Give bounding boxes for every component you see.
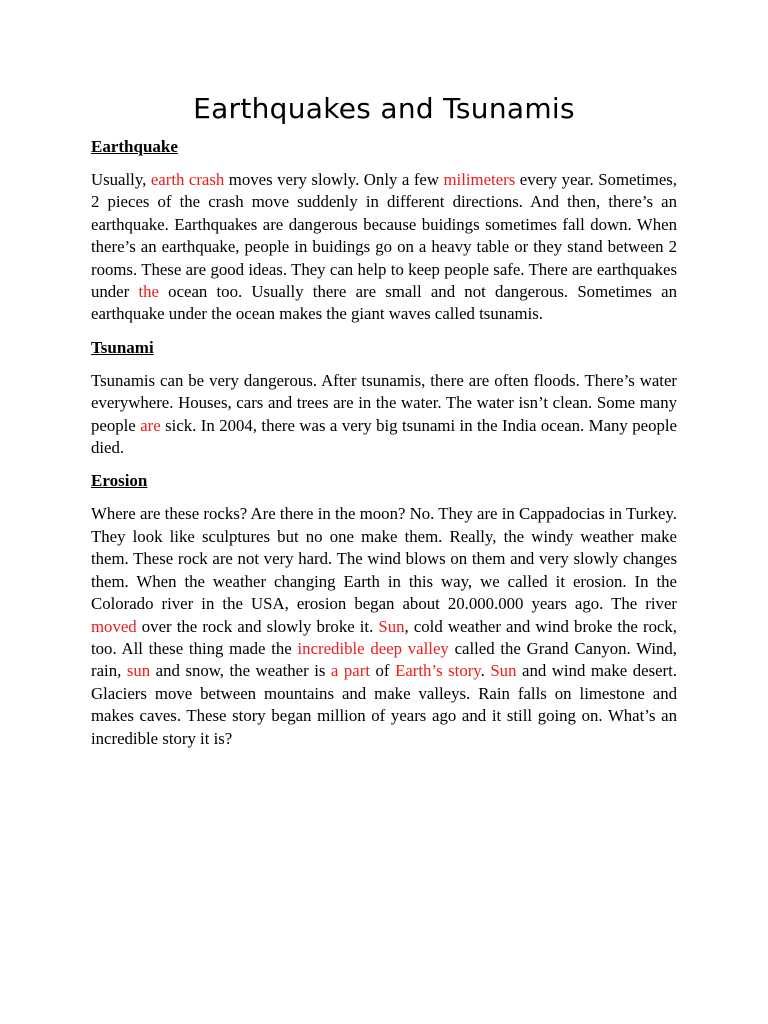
paragraph-text: called the Grand Canyon. Wind, rain, xyxy=(91,638,677,681)
paragraph-text: Where are these rocks? Are there in the moon? No. They are in Cappadocias in Turkey. They look like sculptures but no one make them. Really, the windy weather make them. These rock are not very hard. The wind blows on them and very slowly changes them. When the weather changing Earth in this way, we called it erosion. In the Colorado river in the USA, erosion began about 20.000.000 years ago. The river xyxy=(91,504,677,614)
paragraph-text: Tsunamis can be very dangerous. After tsunamis, there are often floods. There’s water everywhere. Houses, cars and trees are in the water. The water isn’t clean. Some many people xyxy=(91,370,677,435)
paragraph-text: and snow, the weather is xyxy=(150,661,331,681)
paragraph-text: and wind make desert. Glaciers move between mountains and make valleys. Rain falls on limestone and makes caves. These story began million of years ago and it still going on. What’s an incredible story it is? xyxy=(91,661,678,748)
document-body xyxy=(91,136,677,750)
paragraph-text: sick. In 2004, there was a very big tsunami in the India ocean. Many people died. xyxy=(91,415,677,458)
section-paragraph xyxy=(91,503,677,749)
paragraph-text: of xyxy=(370,661,396,681)
highlighted-text: earth crash xyxy=(150,170,225,189)
paragraph-text: over the rock and slowly broke it. xyxy=(136,616,379,636)
highlighted-text: moved xyxy=(91,616,137,636)
document-title: Earthquakes and Tsunamis xyxy=(193,92,575,125)
highlighted-text: Sun xyxy=(490,661,517,681)
highlighted-text: are xyxy=(140,415,161,435)
highlighted-text: a part xyxy=(330,661,370,681)
paragraph-text: . xyxy=(480,661,491,681)
highlighted-text: milimeters xyxy=(443,170,516,189)
section-heading: Erosion xyxy=(91,471,148,491)
paragraph-text: moves very slowly. Only a few xyxy=(224,170,444,189)
section-paragraph xyxy=(91,370,677,460)
paragraph-text: , cold weather and wind broke the rock, too. All these thing made the xyxy=(91,616,677,658)
paragraph-text: ocean too. Usually there are small and not dangerous. Sometimes an earthquake under the ocean makes the giant waves called tsunamis. xyxy=(91,282,677,324)
highlighted-text: incredible deep valley xyxy=(297,638,449,658)
highlighted-text: Sun xyxy=(378,616,405,636)
paragraph-text: every year. Sometimes, 2 pieces of the crash move suddenly in different directions. And then, there’s an earthquake. Earthquakes are dangerous because buidings sometimes fall down. When there’s an earthquake, people in buidings go on a heavy table or they stand between 2 rooms. These are good ideas. They can help to keep people safe. There are earthquakes under xyxy=(91,170,677,302)
document-page xyxy=(91,90,677,761)
section-heading: Earthquake xyxy=(91,137,178,156)
paragraph-text: Usually, xyxy=(91,170,151,189)
highlighted-text: the xyxy=(138,282,159,302)
highlighted-text: Earth’s story xyxy=(395,661,481,681)
highlighted-text: sun xyxy=(126,661,151,681)
section-paragraph xyxy=(91,169,677,326)
section-heading: Tsunami xyxy=(91,337,154,357)
